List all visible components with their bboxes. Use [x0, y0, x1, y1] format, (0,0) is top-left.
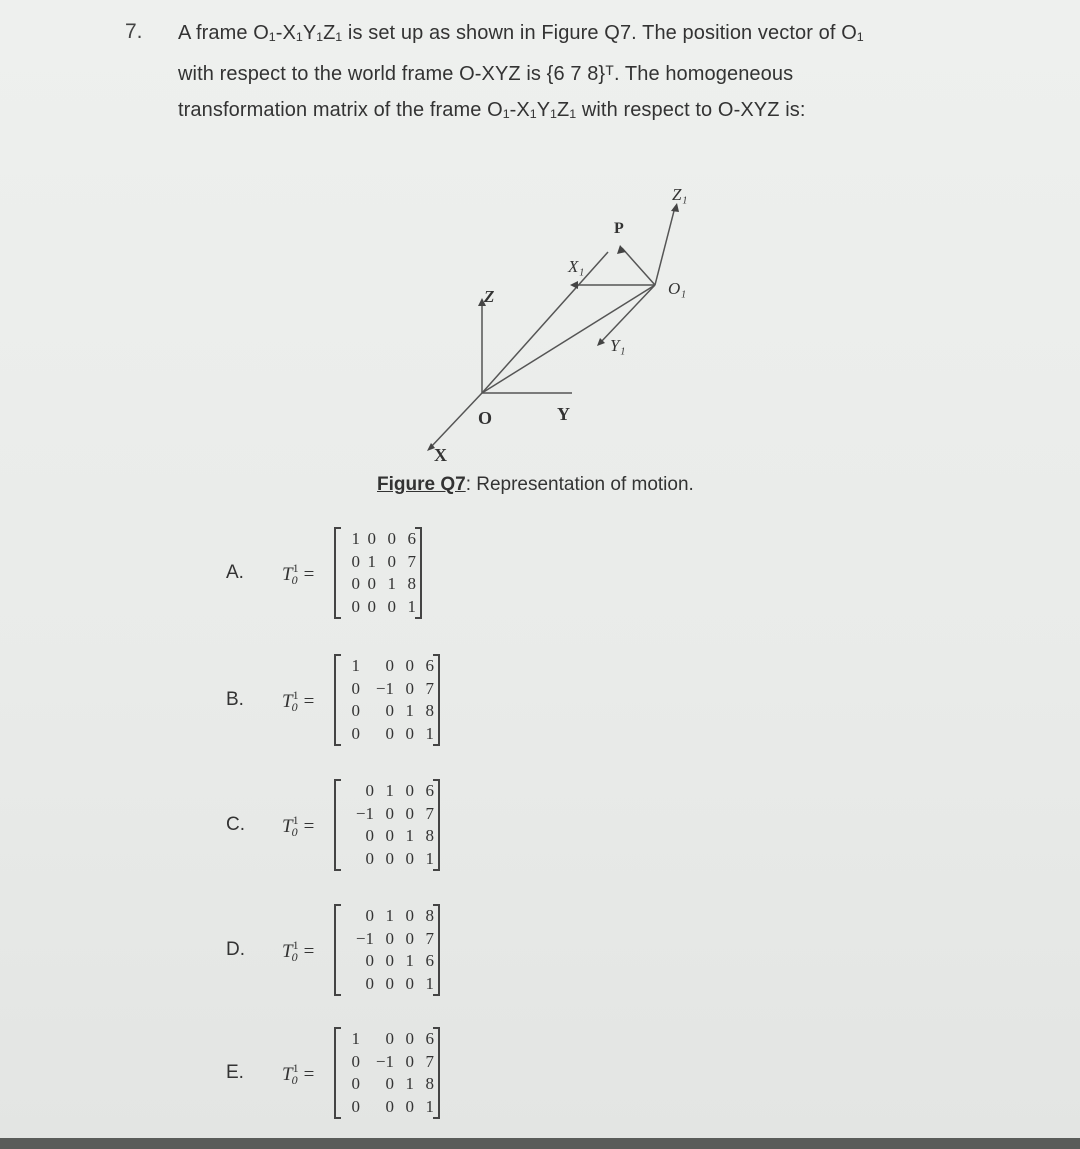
option-letter[interactable]: B. — [226, 689, 244, 710]
x-axis-label: X — [434, 445, 447, 465]
matrix-cell: 1 — [351, 656, 360, 676]
matrix-cell: 8 — [425, 1074, 434, 1094]
matrix-cell: 0 — [387, 529, 396, 549]
matrix-cell: 0 — [385, 1096, 394, 1116]
matrix-cell: 6 — [425, 656, 434, 676]
option-letter[interactable]: A. — [226, 562, 244, 583]
matrix-symbol-subscript: 0 — [291, 700, 298, 714]
equals-sign: = — [303, 816, 315, 837]
matrix-cell: 0 — [405, 1051, 414, 1071]
matrix-bracket — [415, 527, 422, 529]
matrix-symbol-superscript: 1 — [292, 688, 299, 702]
matrix-bracket — [334, 779, 341, 781]
matrix-cell: 1 — [405, 826, 414, 846]
matrix-cell: 1 — [387, 574, 396, 594]
matrix-symbol-t: T — [282, 941, 293, 962]
matrix-cell: 0 — [365, 973, 374, 993]
matrix-bracket — [433, 994, 440, 996]
matrix-cell: 8 — [425, 826, 434, 846]
matrix-row — [340, 596, 416, 619]
matrix-cell: 6 — [425, 781, 434, 801]
matrix-symbol-t: T — [282, 564, 293, 585]
question-line-2: with respect to the world frame O-XYZ is {6 7 8}ᵀ. The homogeneous — [178, 63, 794, 85]
figure-q7-diagram — [400, 160, 740, 470]
origin-label: O — [478, 408, 493, 428]
matrix-cell: 0 — [351, 1074, 360, 1094]
matrix-cell: 0 — [351, 1096, 360, 1116]
matrix-cell: 0 — [405, 928, 414, 948]
matrix-bracket — [433, 904, 440, 906]
matrix-cell: 1 — [405, 701, 414, 721]
matrix-symbol-superscript: 1 — [292, 1061, 299, 1075]
matrix-cell: 0 — [365, 826, 374, 846]
matrix-cell: 1 — [425, 723, 434, 743]
matrix-row — [340, 655, 434, 678]
matrix-cell: −1 — [375, 1051, 394, 1071]
matrix-cell: 7 — [407, 551, 416, 571]
option-matrix — [334, 1028, 440, 1118]
matrix-cell: 1 — [385, 781, 394, 801]
matrix-row — [340, 723, 434, 746]
matrix-cell: 0 — [405, 678, 414, 698]
option-matrix — [334, 655, 440, 745]
option-letter[interactable]: E. — [226, 1062, 244, 1083]
x1-label: X₁ — [568, 257, 585, 276]
matrix-symbol-superscript: 1 — [292, 938, 299, 952]
matrix-cell: 0 — [385, 826, 394, 846]
matrix-cell: 0 — [385, 973, 394, 993]
matrix-cell: 0 — [405, 723, 414, 743]
matrix-cell: 1 — [385, 906, 394, 926]
question-line-1: A frame O₁-X₁Y₁Z₁ is set up as shown in Figure Q7. The position vector of O₁ — [178, 22, 864, 44]
matrix-cell: 0 — [367, 529, 376, 549]
vector-o1-p — [622, 248, 655, 285]
matrix-row — [340, 950, 434, 973]
matrix-row — [340, 1096, 434, 1119]
matrix-row — [340, 1073, 434, 1096]
matrix-symbol-subscript: 0 — [291, 950, 298, 964]
matrix-cell: 1 — [405, 1074, 414, 1094]
matrix-cell: 0 — [405, 973, 414, 993]
z1-label: Z₁ — [672, 185, 688, 204]
matrix-cell: 8 — [425, 906, 434, 926]
matrix-cell: 0 — [405, 781, 414, 801]
matrix-bracket — [334, 994, 341, 996]
p-arrowhead — [617, 245, 626, 254]
option-matrix-symbol — [282, 688, 314, 715]
p-label: P — [614, 220, 624, 237]
matrix-symbol-subscript: 0 — [291, 825, 298, 839]
equals-sign: = — [303, 941, 315, 962]
matrix-bracket — [334, 904, 341, 906]
matrix-row — [340, 848, 434, 871]
matrix-cell: 1 — [425, 1096, 434, 1116]
matrix-cell: 0 — [385, 928, 394, 948]
matrix-bracket — [433, 869, 440, 871]
matrix-cell: −1 — [355, 803, 374, 823]
matrix-cell: 0 — [405, 656, 414, 676]
matrix-cell: 0 — [365, 951, 374, 971]
matrix-cell: −1 — [375, 678, 394, 698]
matrix-cell: 0 — [387, 596, 396, 616]
matrix-bracket — [334, 1117, 341, 1119]
equals-sign: = — [303, 1064, 315, 1085]
matrix-row — [340, 825, 434, 848]
matrix-cell: 1 — [405, 951, 414, 971]
matrix-cell: 7 — [425, 678, 434, 698]
matrix-cell: 0 — [405, 1096, 414, 1116]
figure-caption-id: Figure Q7 — [377, 474, 466, 495]
matrix-cell: 0 — [351, 551, 360, 571]
matrix-bracket — [334, 617, 341, 619]
matrix-symbol-t: T — [282, 816, 293, 837]
matrix-bracket — [334, 1027, 341, 1029]
position-vector-o1 — [482, 285, 655, 393]
y1-label: Y₁ — [610, 336, 626, 355]
option-letter[interactable]: D. — [226, 939, 245, 960]
matrix-cell: 0 — [365, 906, 374, 926]
matrix-symbol-subscript: 0 — [291, 573, 298, 587]
matrix-bracket — [433, 1027, 440, 1029]
matrix-row — [340, 528, 416, 551]
matrix-row — [340, 551, 416, 574]
matrix-cell: 0 — [385, 1074, 394, 1094]
option-matrix — [334, 905, 440, 995]
figure-caption — [377, 474, 694, 496]
x1-arrowhead — [570, 281, 578, 289]
matrix-row — [340, 1051, 434, 1074]
matrix-cell: 0 — [387, 551, 396, 571]
matrix-cell: 8 — [425, 701, 434, 721]
matrix-cell: 0 — [351, 723, 360, 743]
screen-edge — [0, 1138, 1080, 1149]
matrix-cell: 0 — [405, 1029, 414, 1049]
matrix-cell: 0 — [385, 1029, 394, 1049]
matrix-cell: 7 — [425, 803, 434, 823]
matrix-symbol-superscript: 1 — [292, 561, 299, 575]
z-axis-label: Z — [484, 287, 495, 306]
option-letter[interactable]: C. — [226, 814, 245, 835]
matrix-cell: 7 — [425, 928, 434, 948]
z1-arrowhead — [671, 203, 679, 212]
matrix-row — [340, 803, 434, 826]
figure-caption-text: : Representation of motion. — [465, 474, 694, 495]
matrix-cell: −1 — [355, 928, 374, 948]
matrix-cell: 7 — [425, 1051, 434, 1071]
matrix-cell: 6 — [425, 1029, 434, 1049]
matrix-cell: 0 — [367, 596, 376, 616]
matrix-cell: 1 — [367, 551, 376, 571]
question-number: 7. — [125, 20, 143, 43]
matrix-cell: 0 — [385, 803, 394, 823]
matrix-cell: 1 — [425, 973, 434, 993]
option-matrix-symbol — [282, 813, 314, 840]
option-matrix-symbol — [282, 1061, 314, 1088]
x-axis — [430, 393, 482, 448]
matrix-bracket — [433, 654, 440, 656]
y-axis-label: Y — [557, 404, 570, 424]
option-matrix — [334, 780, 440, 870]
matrix-row — [340, 678, 434, 701]
matrix-cell: 0 — [405, 848, 414, 868]
matrix-cell: 0 — [351, 574, 360, 594]
o1-label: O₁ — [668, 279, 687, 298]
matrix-row — [340, 1028, 434, 1051]
matrix-cell: 0 — [405, 803, 414, 823]
matrix-cell: 0 — [385, 723, 394, 743]
matrix-bracket — [433, 744, 440, 746]
matrix-bracket — [334, 744, 341, 746]
matrix-cell: 0 — [365, 781, 374, 801]
equals-sign: = — [303, 691, 315, 712]
matrix-bracket — [334, 654, 341, 656]
matrix-cell: 8 — [407, 574, 416, 594]
matrix-cell: 0 — [351, 701, 360, 721]
option-matrix-symbol — [282, 561, 314, 588]
matrix-cell: 0 — [405, 906, 414, 926]
matrix-cell: 6 — [425, 951, 434, 971]
matrix-cell: 0 — [385, 701, 394, 721]
matrix-symbol-t: T — [282, 691, 293, 712]
question-line-3: transformation matrix of the frame O₁-X₁Y₁Z₁ with respect to O-XYZ is: — [178, 99, 806, 121]
matrix-cell: 0 — [351, 678, 360, 698]
matrix-cell: 0 — [367, 574, 376, 594]
option-matrix — [334, 528, 422, 618]
matrix-symbol-subscript: 0 — [291, 1073, 298, 1087]
matrix-bracket — [415, 617, 422, 619]
matrix-row — [340, 573, 416, 596]
matrix-bracket — [433, 1117, 440, 1119]
option-matrix-symbol — [282, 938, 314, 965]
matrix-row — [340, 780, 434, 803]
position-vector-p — [482, 252, 608, 393]
matrix-cell: 6 — [407, 529, 416, 549]
matrix-cell: 0 — [351, 1051, 360, 1071]
matrix-row — [340, 928, 434, 951]
matrix-row — [340, 973, 434, 996]
matrix-cell: 0 — [385, 848, 394, 868]
matrix-symbol-t: T — [282, 1064, 293, 1085]
matrix-symbol-superscript: 1 — [292, 813, 299, 827]
matrix-cell: 0 — [351, 596, 360, 616]
matrix-row — [340, 905, 434, 928]
matrix-cell: 0 — [385, 951, 394, 971]
matrix-row — [340, 700, 434, 723]
matrix-cell: 1 — [351, 529, 360, 549]
matrix-cell: 0 — [365, 848, 374, 868]
matrix-cell: 1 — [407, 596, 416, 616]
equals-sign: = — [303, 564, 315, 585]
matrix-bracket — [334, 527, 341, 529]
matrix-bracket — [433, 779, 440, 781]
matrix-cell: 1 — [351, 1029, 360, 1049]
matrix-bracket — [334, 869, 341, 871]
matrix-cell: 0 — [385, 656, 394, 676]
z1-axis — [655, 207, 675, 285]
matrix-cell: 1 — [425, 848, 434, 868]
